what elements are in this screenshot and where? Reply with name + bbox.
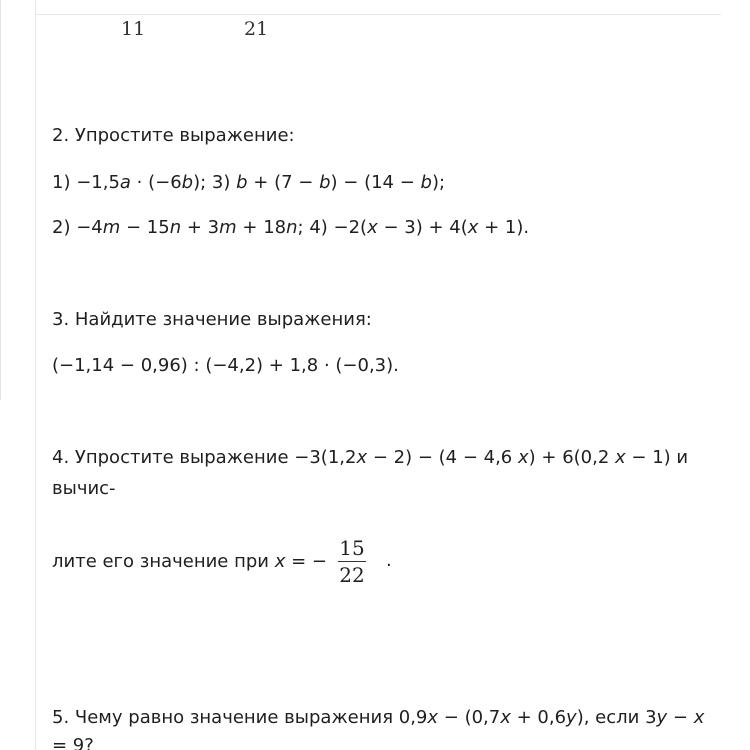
left-edge-divider — [0, 0, 1, 400]
task5-line2: = 9? — [52, 735, 94, 750]
top-divider — [36, 14, 721, 15]
task3-title: 3. Найдите значение выражения: — [52, 309, 372, 330]
task4-line1: 4. Упростите выражение −3(1,2x − 2) − (4 − 4,6 x) + 6(0,2 x − 1) и — [52, 447, 689, 468]
fraction-denominator-left: 11 — [121, 18, 146, 40]
fraction-denominator-right: 21 — [244, 18, 269, 40]
task4-fraction — [338, 536, 366, 587]
task5-line1: 5. Чему равно значение выражения 0,9x − (0,7x + 0,6y), если 3y − x — [52, 707, 705, 728]
fraction-bar — [338, 561, 366, 562]
task2-title: 2. Упростите выражение: — [52, 125, 295, 146]
task2-line1: 1) −1,5a · (−6b); 3) b + (7 − b) − (14 − b); — [52, 172, 446, 193]
task3-expression: (−1,14 − 0,96) : (−4,2) + 1,8 · (−0,3). — [52, 355, 399, 376]
task4-period: . — [386, 550, 392, 571]
fraction-numerator: 15 — [339, 536, 365, 560]
task4-line2: вычис- — [52, 478, 116, 499]
content-page — [35, 0, 721, 750]
task4-line3: лите его значение при x = − — [52, 551, 327, 572]
fraction-denominator: 22 — [339, 563, 365, 587]
task2-line2: 2) −4m − 15n + 3m + 18n; 4) −2(x − 3) + 4(x + 1). — [52, 217, 530, 238]
